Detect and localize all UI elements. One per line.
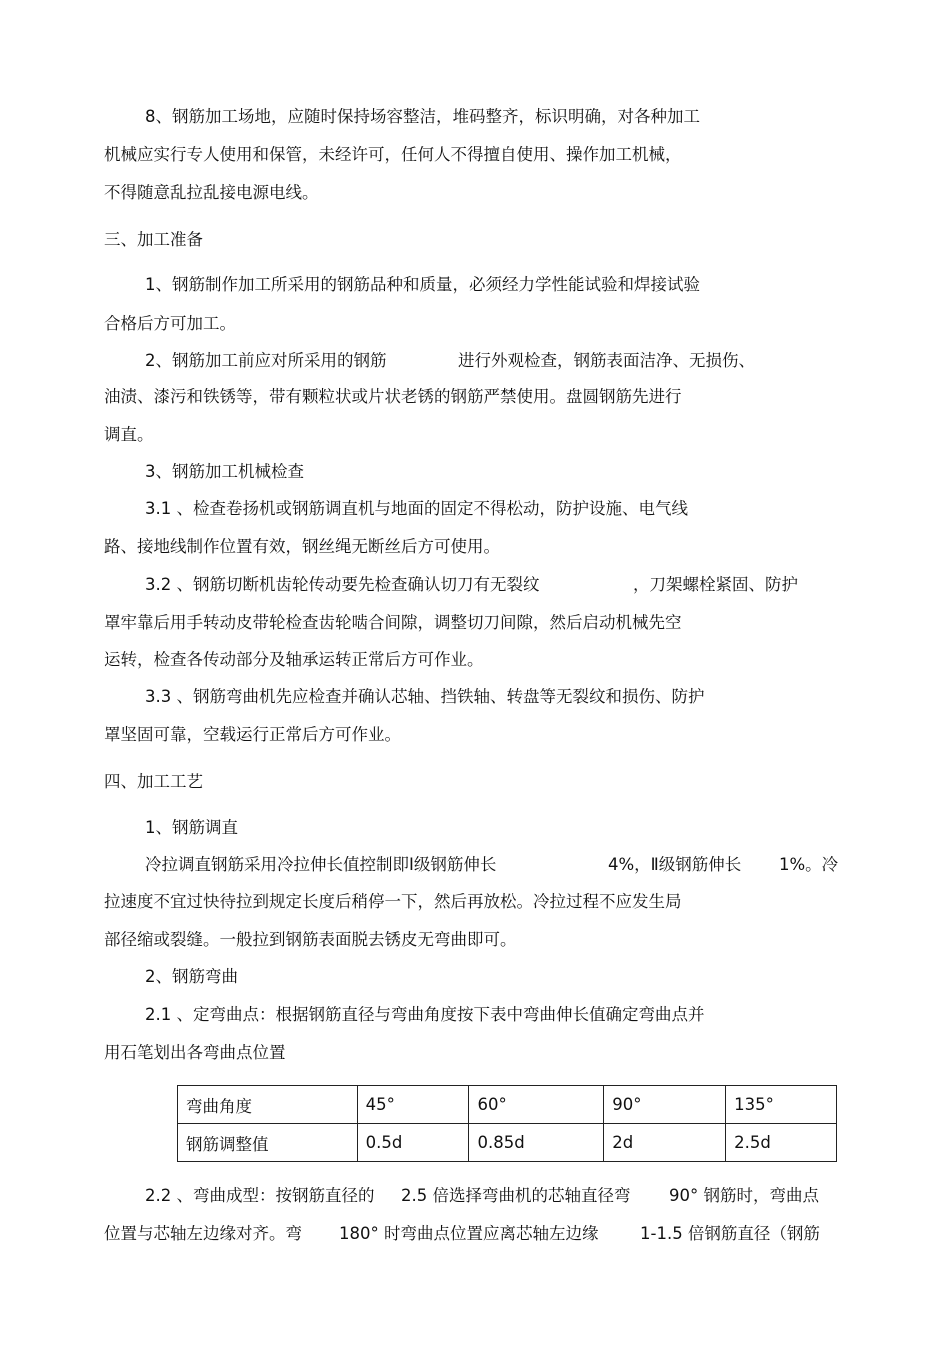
item8-line2: 机械应实行专人使用和保管，未经许可，任何人不得擅自使用、操作加工机械， bbox=[104, 145, 682, 164]
table-cell: 2.5d bbox=[726, 1124, 837, 1162]
s4-p21-line2: 用石笔划出各弯曲点位置 bbox=[104, 1043, 286, 1062]
table-row bbox=[178, 1086, 837, 1124]
s3-p32-line1: 3.2 、钢筋切断机齿轮传动要先检查确认切刀有无裂纹 ，刀架螺栓紧固、防护 bbox=[145, 575, 798, 594]
s4-p22-line2: 位置与芯轴左边缘对齐。弯 180° 时弯曲点位置应离芯轴左边缘 1-1.5 倍钢筋直径（钢筋 bbox=[104, 1224, 820, 1243]
table-row bbox=[178, 1124, 837, 1162]
s4-p1-text-line3: 部径缩或裂缝。一般拉到钢筋表面脱去锈皮无弯曲即可。 bbox=[104, 930, 517, 949]
s4-p22-line1: 2.2 、弯曲成型：按钢筋直径的 2.5 倍选择弯曲机的芯轴直径弯 90° 钢筋时，弯曲点 bbox=[145, 1186, 819, 1205]
s3-p1-line1: 1、钢筋制作加工所采用的钢筋品种和质量，必须经力学性能试验和焊接试验 bbox=[145, 275, 700, 294]
s3-p33-line2: 罩坚固可靠，空载运行正常后方可作业。 bbox=[104, 725, 401, 744]
table-cell: 45° bbox=[357, 1086, 469, 1124]
s3-p2-line2: 油渍、漆污和铁锈等，带有颗粒状或片状老锈的钢筋严禁使用。盘圆钢筋先进行 bbox=[104, 387, 682, 406]
s4-p1-text-line1: 冷拉调直钢筋采用冷拉伸长值控制即Ⅰ级钢筋伸长 4%，Ⅱ级钢筋伸长 1%。冷 bbox=[145, 855, 839, 874]
section3-heading: 三、加工准备 bbox=[104, 230, 203, 249]
s3-p2-line3: 调直。 bbox=[104, 425, 154, 444]
s3-p33-line1: 3.3 、钢筋弯曲机先应检查并确认芯轴、挡铁轴、转盘等无裂纹和损伤、防护 bbox=[145, 687, 705, 706]
s4-p1: 1、钢筋调直 bbox=[145, 818, 238, 837]
bend-adjustment-table bbox=[177, 1085, 837, 1162]
section4-heading: 四、加工工艺 bbox=[104, 772, 203, 791]
s3-p3: 3、钢筋加工机械检查 bbox=[145, 462, 304, 481]
s3-p32-line3: 运转，检查各传动部分及轴承运转正常后方可作业。 bbox=[104, 650, 484, 669]
table-cell: 135° bbox=[726, 1086, 837, 1124]
s4-p2: 2、钢筋弯曲 bbox=[145, 967, 238, 986]
table-cell: 90° bbox=[604, 1086, 726, 1124]
s4-p1-text-line2: 拉速度不宜过快待拉到规定长度后稍停一下，然后再放松。冷拉过程不应发生局 bbox=[104, 892, 682, 911]
item8-line1: 8、钢筋加工场地，应随时保持场容整洁，堆码整齐，标识明确，对各种加工 bbox=[145, 107, 700, 126]
s3-p2-line1: 2、钢筋加工前应对所采用的钢筋 进行外观检查，钢筋表面洁净、无损伤、 bbox=[145, 351, 755, 370]
s3-p32-line2: 罩牢靠后用手转动皮带轮检查齿轮啮合间隙，调整切刀间隙，然后启动机械先空 bbox=[104, 613, 682, 632]
table-cell: 0.5d bbox=[357, 1124, 469, 1162]
table-cell: 0.85d bbox=[469, 1124, 604, 1162]
table-cell: 弯曲角度 bbox=[178, 1086, 358, 1124]
s3-p31-line1: 3.1 、检查卷扬机或钢筋调直机与地面的固定不得松动，防护设施、电气线 bbox=[145, 499, 688, 518]
table-cell: 2d bbox=[604, 1124, 726, 1162]
s3-p1-line2: 合格后方可加工。 bbox=[104, 314, 236, 333]
table-cell: 60° bbox=[469, 1086, 604, 1124]
s3-p31-line2: 路、接地线制作位置有效，钢丝绳无断丝后方可使用。 bbox=[104, 537, 500, 556]
table-cell: 钢筋调整值 bbox=[178, 1124, 358, 1162]
s4-p21-line1: 2.1 、定弯曲点：根据钢筋直径与弯曲角度按下表中弯曲伸长值确定弯曲点并 bbox=[145, 1005, 705, 1024]
item8-line3: 不得随意乱拉乱接电源电线。 bbox=[104, 183, 319, 202]
